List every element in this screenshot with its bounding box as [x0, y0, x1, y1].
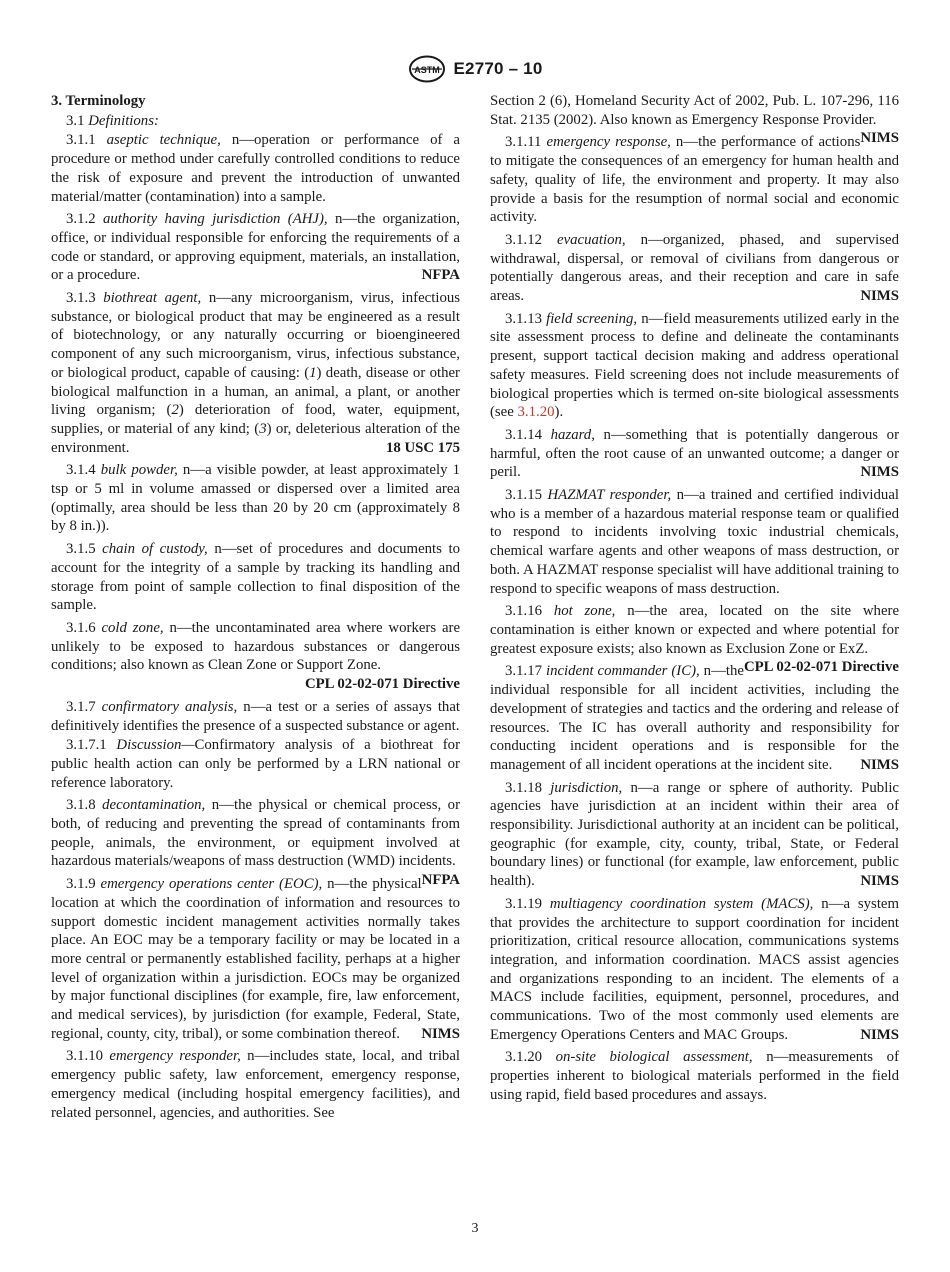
- astm-logo-icon: [408, 55, 446, 83]
- definition-3-1-11: 3.1.11 emergency response, n—the performance of actions to mitigate the consequences of an emergency for human health and safety, quality of life, the environment and property. It may also provide a basis for the resumption of normal social and economic activity.: [490, 134, 899, 226]
- left-column: [51, 92, 460, 1126]
- source-label: NIMS: [860, 1026, 899, 1043]
- cross-reference-link[interactable]: 3.1.20: [517, 404, 555, 421]
- logo-text: ASTM: [413, 65, 440, 75]
- definition-3-1-13: 3.1.13 field screening, n—field measurements utilized early in the site assessment process to define and delineate the contaminants present, support tactical decision making and address operational safety measures. Field screening does not include measurements of biological properties which is termed on-site biological assessments (see 3.1.20).: [490, 310, 900, 421]
- definition-3-1-19: 3.1.19 multiagency coordination system (MACS), n—a system that provides the architecture to support coordination for incident prioritization, critical resource allocation, communications systems integration, and information coordination. MACS assist agencies and organizations responding to an incident. The elements of a MACS include facilities, equipment, personnel, procedures, and communications. Two of the most commonly used elements are Emergency Operations Centers and MAC Groups. NIMS: [490, 895, 900, 1043]
- source-label: NFPA: [421, 267, 460, 284]
- definitions-heading: 3.1 Definitions:: [66, 112, 159, 129]
- definition-3-1-14: 3.1.14 hazard, n—something that is potentially dangerous or harmful, often the root cause of an unwanted outcome; a danger or peril. NIMS: [490, 426, 900, 481]
- definition-3-1-1: 3.1.1 aseptic technique, n—operation or performance of a procedure or method under carefully controlled conditions to reduce the risk of exposure and prevent the introduction of unwanted material/matter (contamination) into a sample.: [51, 132, 460, 205]
- source-label: NIMS: [421, 1025, 460, 1042]
- source-label: NFPA: [421, 872, 460, 889]
- source-label: NIMS: [860, 288, 899, 305]
- page-header: [0, 55, 950, 83]
- definition-3-1-2: 3.1.2 authority having jurisdiction (AHJ), n—the organization, office, or individual responsible for enforcing the requirements of a code or standard, or approving equipment, materials, an installation, or a procedure. NFPA: [51, 211, 460, 284]
- section-title: 3. Terminology: [51, 93, 146, 109]
- definition-3-1-17: 3.1.17 incident commander (IC), n—the individual responsible for all incident activities, including the development of strategies and tactics and the ordering and release of resources. The IC has overall authority and responsibility for conducting incident operations and is responsible for the management of all incident operations at the incident site. NIMS: [490, 663, 899, 773]
- definition-3-1-10: 3.1.10 emergency responder, n—includes state, local, and tribal emergency public safety, law enforcement, emergency response, emergency medical (including hospital emergency facilities), and related personnel, agencies, and authorities. See: [51, 1048, 461, 1121]
- definition-3-1-15: 3.1.15 HAZMAT responder, n—a trained and certified individual who is a member of a hazardous material response team or qualified to respond to incidents involving toxic industrial chemicals, chemical warfare agents and other weapons of mass destruction, or both. A HAZMAT response specialist will have additional training to respond to specific weapons of mass destruction.: [490, 487, 899, 597]
- definition-3-1-12: 3.1.12 evacuation, n—organized, phased, and supervised withdrawal, dispersal, or removal of civilians from dangerous or potentially dangerous areas, and their reception and care in safe areas. NIMS: [490, 231, 900, 305]
- page-number: 3: [471, 1221, 479, 1236]
- source-label: NIMS: [860, 873, 899, 890]
- definition-3-1-4: 3.1.4 bulk powder, n—a visible powder, at least approximately 1 tsp or 5 ml in volume amassed or dispersed over a limited area (optimally, area should be less than 20 by 20 cm (approximately 8 by 8 in.)).: [51, 462, 461, 535]
- definition-3-1-7: 3.1.7 confirmatory analysis, n—a test or a series of assays that definitively identifies the presence of a suspected substance or agent.: [51, 698, 461, 734]
- definition-3-1-16: 3.1.16 hot zone, n—the area, located on the site where contamination is either known or expected and where potential for greatest exposure exists; also known as Exclusion Zone or ExZ. CPL 02-02-071 Directive: [490, 603, 900, 676]
- definition-3-1-9: 3.1.9 emergency operations center (EOC), n—the physical location at which the coordination of information and resources to support domestic incident management activities normally takes place. An EOC may be a temporary facility or may be located in a more central or permanently established facility, perhaps at a higher level of organization within a jurisdiction. EOCs may be organized by major functional disciplines (for example, fire, law enforcement, and medical services), by jurisdiction (for example, Federal, State, regional, county, city, tribal), or some combination thereof. NIMS: [51, 876, 460, 1042]
- definition-3-1-10-continued: Section 2 (6), Homeland Security Act of 2002, Pub. L. 107-296, 116 Stat. 2135 (2002). Also known as Emergency Response Provider. NIMS: [490, 93, 899, 147]
- right-column: [490, 92, 899, 1109]
- definition-3-1-3: 3.1.3 biothreat agent, n—any microorganism, virus, infectious substance, or biological product that may be engineered as a result of biotechnology, or any naturally occurring or bioengineered component of any such microorganism, virus, infectious substance, or biological product, capable of causing: (1) death, disease or other biological malfunction in a human, an animal, a plant, or another living organism; (2) deterioration of food, water, equipment, supplies, or material of any kind; (3) or, deleterious alteration of the environment. 18 USC 175: [51, 290, 461, 456]
- source-label: CPL 02-02-071 Directive: [743, 659, 899, 676]
- definition-3-1-20: 3.1.20 on-site biological assessment, n—measurements of properties inherent to biological materials performed in the field using rapid, field based procedures and assays.: [490, 1049, 899, 1103]
- source-label: NIMS: [860, 756, 899, 773]
- definition-3-1-5: 3.1.5 chain of custody, n—set of procedures and documents to account for the integrity of a sample by tracking its handling and storage from point of sample collection to final disposition of the sample.: [51, 541, 460, 614]
- source-label: 18 USC 175: [386, 439, 460, 456]
- definition-3-1-6: 3.1.6 cold zone, n—the uncontaminated area where workers are unlikely to be exposed to hazardous substances or dangerous conditions; also known as Clean Zone or Support Zone.: [51, 619, 461, 674]
- source-label: CPL 02-02-071 Directive: [304, 676, 460, 693]
- standard-designation: E2770 – 10: [453, 59, 543, 78]
- definition-3-1-7-1: 3.1.7.1 Discussion—Confirmatory analysis of a biothreat for public health action can only be performed by a LRN national or reference laboratory.: [51, 737, 461, 791]
- source-label: NIMS: [860, 464, 899, 481]
- definition-3-1-18: 3.1.18 jurisdiction, n—a range or sphere of authority. Public agencies have jurisdiction at an incident within their area of responsibility. Jurisdictional authority at an incident can be political, geographic (for example, city, county, tribal, State, or Federal boundary lines) or functional (for example, law enforcement, public health). NIMS: [490, 779, 899, 890]
- definition-3-1-8: 3.1.8 decontamination, n—the physical or chemical process, or both, of reducing and preventing the spread of contaminants from people, animals, the environment, or equipment involved at hazardous materials/weapons of mass destruction (WMD) incidents. NFPA: [51, 797, 461, 889]
- source-label: NIMS: [860, 130, 899, 147]
